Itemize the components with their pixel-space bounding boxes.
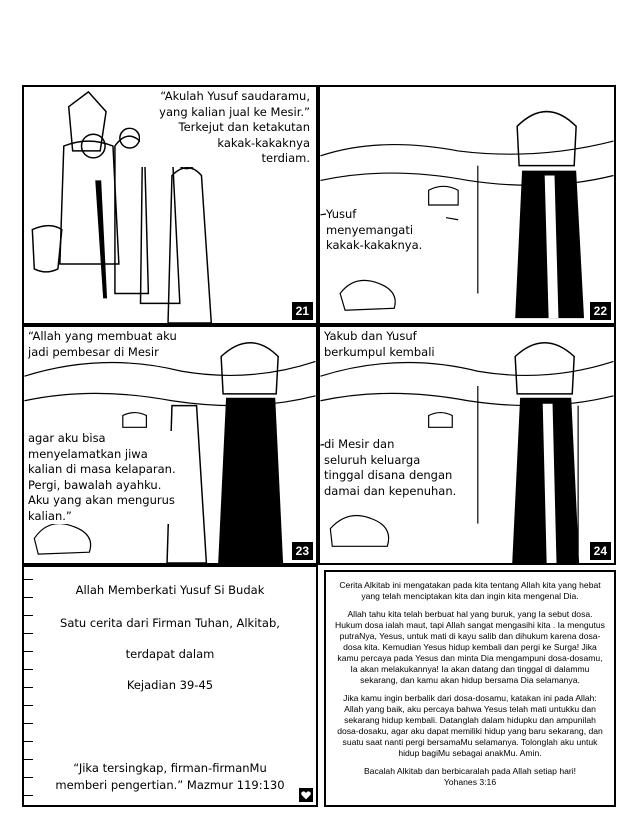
booklet-title: Allah Memberkati Yusuf Si Budak — [75, 583, 265, 597]
gospel-paragraph-4: Bacalah Alkitab dan berbicaralah pada Allah setiap hari! — [363, 766, 577, 776]
booklet-cover-panel — [22, 565, 318, 807]
booklet-found-in: terdapat dalam — [125, 647, 215, 661]
gospel-paragraph-3: Jika kamu ingin berbalik dari dosa-dosamu, katakan ini pada Allah: Allah yang baik, aku percaya bahwa Yesus telah mati untukku dan sekarang hidup kembali. Datanglah dalam hidupku dan ampunilah dosa-dosaku, agar aku dapat memiliki hidup yang baru sekarang, dan suatu saat nanti pergi bersamaMu selamanya. Tolonglah aku untuk hidup bagiMu sebagai anakMu. Amin. — [337, 693, 603, 758]
gospel-message-panel — [324, 570, 616, 807]
panel-24-number: 24 — [590, 542, 611, 560]
panel-21-caption: “Akulah Yusuf saudaramu, yang kalian jual ke Mesir.” Terkejut dan ketakutan kakak-kakaknya terdiam. — [140, 89, 310, 167]
panel-23-caption-top: “Allah yang membuat aku jadi pembesar di Mesir — [28, 329, 198, 360]
booklet-verse-line-1: “Jika tersingkap, firman-firmanMu — [73, 761, 267, 775]
panel-23-caption-bottom: agar aku bisa menyelamatkan jiwa kalian di masa kelaparan. Pergi, bawalah ayahku. Aku yang akan mengurus kalian.” — [28, 431, 178, 524]
gospel-paragraph-1: Cerita Alkitab ini mengatakan pada kita tentang Allah kita yang hebat yang telah menciptakan kita dan ingin kita mengenal Dia. — [339, 580, 601, 601]
comic-panel-21 — [22, 85, 318, 325]
heart-icon — [299, 788, 313, 802]
comic-panel-24 — [318, 325, 616, 565]
comic-panel-23 — [22, 325, 318, 565]
booklet-source-line: Satu cerita dari Firman Tuhan, Alkitab, — [60, 616, 280, 630]
panel-23-number: 23 — [292, 542, 313, 560]
gospel-paragraph-2: Allah tahu kita telah berbuat hal yang buruk, yang Ia sebut dosa. Hukum dosa ialah maut, tapi Allah sangat mengasihi kita . Ia mengutus putraNya, Yesus, untuk mati di kayu salib dan dihukum karena dosa-dosa kita. Kemudian Yesus hidup kembali dan pergi ke Surga! Jika kamu percaya pada Yesus dan minta Dia mengampuni dosa-dosamu, Ia akan melakukannya! Ia akan datang dan tinggal di dalammu sekarang, dan kamu akan hidup bersama Dia selamanya. — [335, 609, 605, 685]
gospel-scripture-reference: Yohanes 3:16 — [443, 777, 497, 787]
panel-24-caption-bottom: di Mesir dan seluruh keluarga tinggal disana dengan damai dan kepenuhan. — [324, 437, 474, 499]
comic-panel-22 — [318, 85, 616, 325]
booklet-reference: Kejadian 39-45 — [126, 678, 214, 692]
booklet-verse-line-2: memberi pengertian.” Mazmur 119:130 — [55, 778, 285, 792]
panel-22-number: 22 — [590, 302, 611, 320]
panel-24-caption-top: Yakub dan Yusuf berkumpul kembali — [324, 329, 454, 360]
illustration-joseph-encourages-brothers — [320, 87, 614, 323]
panel-22-caption: Yusuf menyemangati kakak-kakaknya. — [326, 207, 446, 254]
panel-21-number: 21 — [292, 302, 313, 320]
